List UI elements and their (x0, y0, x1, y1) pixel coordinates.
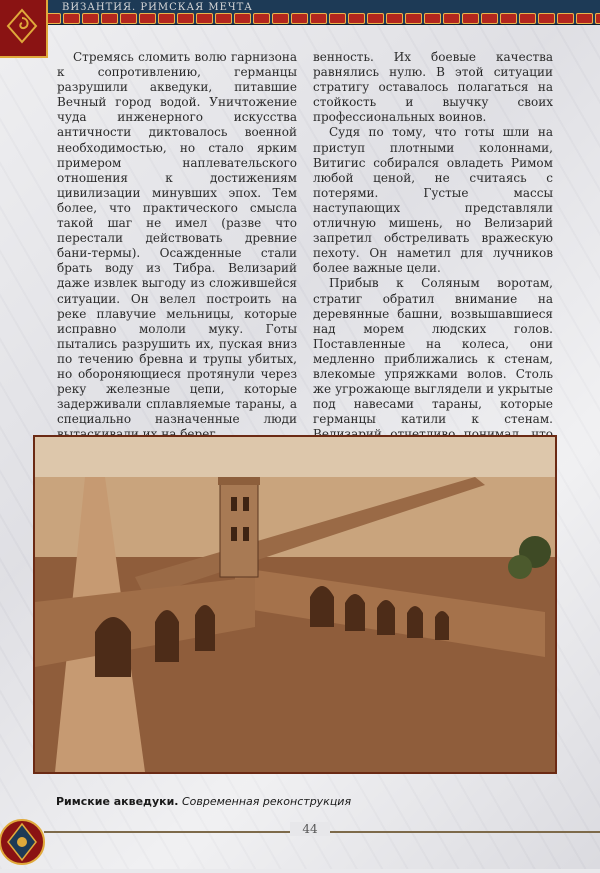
footer-medallion (0, 812, 52, 873)
caption-title: Римские акведуки. (56, 795, 179, 808)
medallion-icon (0, 812, 52, 869)
paragraph: венность. Их боевые качества равнялись нулю. В этой ситуации стратигу оставалось полагаться на стойкость и выучку своих профессиональных воинов. (313, 50, 553, 125)
corner-ornament (0, 0, 48, 58)
aqueduct-illustration (33, 435, 557, 774)
caption-subtitle: Современная реконструкция (181, 795, 352, 808)
paragraph: Прибыв к Соляным воротам, стратиг обратил внимание на деревянные башни, возвышавшиеся над морем людских голов. Поставленные на колеса, они медленно приближались к стенам, влекомые упряжками волов. Столь же угрожающе выглядели и укрытые под навесами тараны, которые германцы катили к стенам. (313, 276, 553, 427)
header-band (0, 0, 600, 25)
running-header-title: ВИЗАНТИЯ. РИМСКАЯ МЕЧТА (62, 2, 253, 13)
page-number: 44 (290, 822, 330, 836)
header-ornament (44, 13, 600, 24)
paragraph: Судя по тому, что готы шли на приступ плотными колоннами, Витигис собирался овладеть Римом любой ценой, не считаясь с потерями. Густые массы наступающих представляли отличную мишень, но Велизарий запретил обстреливать вражескую пехоту. Он наметил для лучников более важные цели. (313, 125, 553, 276)
paragraph: Стремясь сломить волю гарнизона к сопротивлению, германцы разрушили акведуки, питавшие Вечный город водой. Уничтожение чуда инженерного искусства античности диктовалось военной необходимостью, но стало ярким примером наплевательского отношения к достижениям цивилизации минувших эпох. Тем более, что практического смысла такой шаг не имел (разве что перестали действовать древние бани-термы). Осажденные стали брать воду из Тибра. Велизарий даже извлек выгоду из сложившейся ситуации. Он велел построить на реке плавучие мельницы, которые исправно мололи муку. Готы пытались разрушить их, пуская вниз по течению бревна и трупы убитых, но обороняющиеся протянули через реку железные цепи, которые задерживали сплавляемые тараны, а специально назначенные люди (57, 50, 297, 427)
spiral-ornament-icon (4, 6, 40, 46)
figure-caption (56, 795, 351, 808)
aqueduct-painting (35, 437, 555, 772)
